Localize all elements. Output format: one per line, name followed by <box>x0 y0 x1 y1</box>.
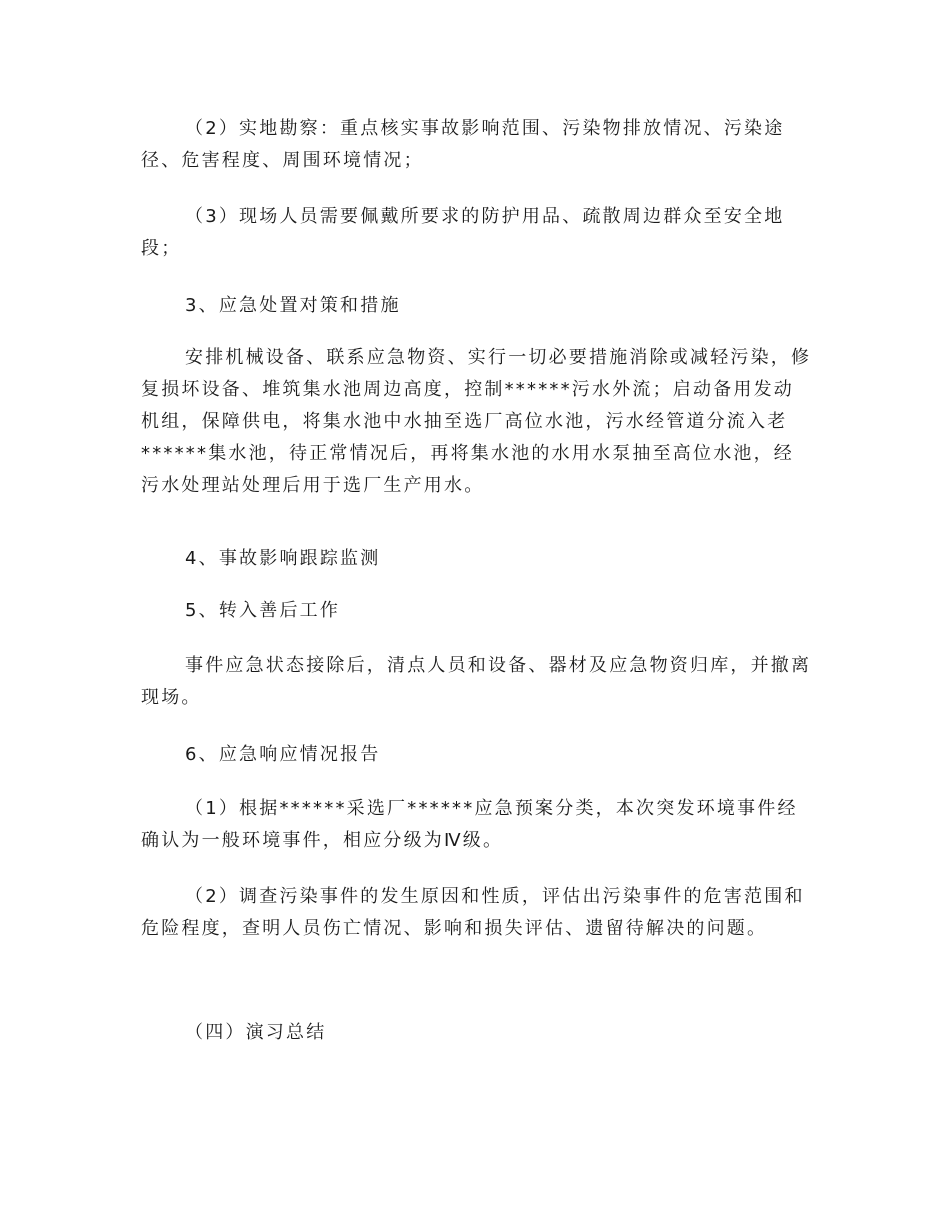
paragraph-site-survey: （2）实地勘察：重点核实事故影响范围、污染物排放情况、污染途径、危害程度、周围环境情况； <box>141 118 785 171</box>
section-heading-report: 6、应急响应情况报告 <box>185 744 381 765</box>
paragraph-emergency-measures: 安排机械设备、联系应急物资、实行一切必要措施消除或减轻污染，修复损坏设备、堆筑集水池周边高度，控制******污水外流；启动备用发动机组，保障供电，将集水池中水抽至选厂高位水池，污水经管道分流入老******集水池，待正常情况后，再将集水池的水用水泵抽至高位水池，经污水处理站处理后用于选厂生产用水。 <box>141 347 812 496</box>
paragraph-protective-gear: （3）现场人员需要佩戴所要求的防护用品、疏散周边群众至安全地段； <box>141 206 785 259</box>
section-heading-monitoring: 4、事故影响跟踪监测 <box>185 548 381 569</box>
section-heading-aftermath: 5、转入善后工作 <box>185 600 341 621</box>
section-heading-summary: （四）演习总结 <box>185 1022 327 1043</box>
paragraph-report-classification: （1）根据******采选厂******应急预案分类，本次突发环境事件经确认为一般环境事件，相应分级为Ⅳ级。 <box>141 798 798 851</box>
paragraph-report-investigation: （2）调查污染事件的发生原因和性质，评估出污染事件的危害范围和危险程度，查明人员伤亡情况、影响和损失评估、遗留待解决的问题。 <box>141 886 805 939</box>
section-heading-emergency-measures: 3、应急处置对策和措施 <box>185 295 401 316</box>
paragraph-aftermath: 事件应急状态接除后，清点人员和设备、器材及应急物资归库，并撤离现场。 <box>141 655 812 708</box>
